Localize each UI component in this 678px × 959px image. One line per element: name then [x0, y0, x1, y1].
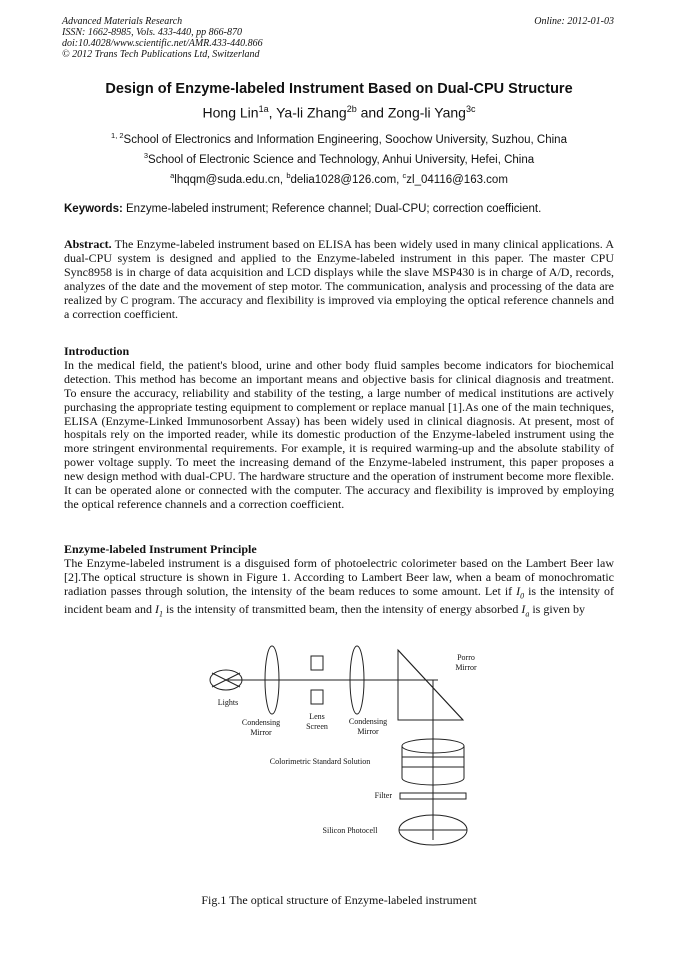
author-list	[0, 104, 678, 121]
author-sup: 1a	[258, 104, 269, 114]
affiliation-2	[0, 151, 678, 166]
doi-line: doi:10.4028/www.scientific.net/AMR.433-440.866	[62, 38, 263, 49]
journal-info	[62, 16, 263, 60]
solution-label: Colorimetric Standard Solution	[269, 757, 371, 766]
lens-screen-top	[311, 656, 323, 670]
author-sep: ,	[268, 104, 277, 121]
email-address: zl_04116@163.com	[406, 173, 508, 186]
issn-line: ISSN: 1662-8985, Vols. 433-440, pp 866-870	[62, 27, 242, 38]
email-sup: c	[402, 171, 407, 180]
principle-heading: Enzyme-labeled Instrument Principle	[64, 542, 257, 556]
keywords-text: Enzyme-labeled instrument; Reference channel; Dual-CPU; correction coefficient.	[126, 203, 542, 215]
author-sup: 2b	[346, 104, 357, 114]
email-address: lhqqm@suda.edu.cn	[174, 173, 280, 186]
principle-text-a: The Enzyme-labeled instrument is a disguised form of photoelectric colorimeter based on the Lambert Beer law [2].The optical structure is shown in Figure 1. According to Lambert Beer law, when a beam of monochromatic radiation passes through solution, the intensity of the beam reduces to some amount. Let if	[64, 555, 614, 598]
introduction-text: In the medical field, the patient's blood, urine and other body fluid samples become indicators for biochemical detection. This method has become an important means and objective basis for clinical diagnosis and treatment. To ensure the accuracy, reliability and stability of the testing, a large number of medical institutions are actively purchasing the appropriate testing equipment to complement or replace manual [1].As one of the main techniques, ELISA (Enzyme-Linked Immunosorbent Assay) has been widely used in clinical diagnosis. At present, most of hospitals rely on the imported reader, while its domestic production of the Enzyme-labeled instrument using the more stringent environmental requirements. For example, it is required warming-up and the absolute stability of power voltage supply. To meet the increasing demand of the Enzyme-labeled instrument, this paper proposes a new design method with dual-CPU. The hardware structure and the operation of instrument become more flexible. It can be operated alone or connected with the computer. The accuracy and flexibility is improved by employing the optical reference channels and a correction coefficient.	[64, 357, 614, 511]
filter-label: Filter	[374, 791, 392, 800]
email-sep: ,	[396, 173, 403, 186]
figure-caption: Fig.1 The optical structure of Enzyme-labeled instrument	[201, 893, 477, 907]
affiliation-sup: 1, 2	[111, 131, 124, 140]
affiliation-1	[0, 131, 678, 146]
symbol-ia-base: I	[521, 602, 526, 617]
abstract	[64, 238, 614, 321]
keywords	[64, 203, 624, 215]
principle-text	[64, 557, 614, 621]
affiliation-text: School of Electronic Science and Technology, Anhui University, Hefei, China	[148, 153, 535, 166]
principle-text-b: is the intensity of incident beam and	[64, 583, 614, 617]
condensing-mirror-2-label: Condensing Mirror	[348, 717, 388, 736]
author-sep: and	[356, 104, 388, 121]
email-sup: a	[170, 171, 175, 180]
introduction-section	[64, 345, 614, 512]
lights-label: Lights	[217, 698, 239, 707]
symbol-i0-base: I	[516, 583, 521, 598]
symbol-i1-base: I	[154, 602, 159, 617]
photocell-label: Silicon Photocell	[322, 826, 378, 835]
paper-title: Design of Enzyme-labeled Instrument Based on Dual-CPU Structure	[105, 81, 573, 97]
affiliation-sup: 3	[143, 151, 149, 160]
lens-screen-bottom	[311, 690, 323, 704]
symbol-i0-sub: 0	[520, 591, 525, 601]
abstract-label: Abstract.	[64, 237, 112, 251]
abstract-text: The Enzyme-labeled instrument based on ELISA has been widely used in many clinical applications. A dual-CPU system is designed and applied to the Enzyme-labeled instrument in this paper. The master CPU Sync8958 is in charge of data acquisition and LCD displays while the slave MSP430 is in charge of A/D, records, analyzes of the date and the movement of step motor. The communication, analysis and processing of the data are realized by C program. The accuracy and flexibility is improved via employing the optical reference channels and a correction coefficient.	[64, 237, 614, 321]
email-list	[0, 171, 678, 186]
symbol-ia-sub: a	[525, 609, 530, 619]
symbol-i1-sub: 1	[158, 609, 163, 619]
email-address: delia1028@126.com	[290, 173, 397, 186]
author-name: Ya-li Zhang	[276, 104, 347, 121]
author-name: Hong Lin	[202, 104, 259, 121]
email-sep: ,	[279, 173, 287, 186]
lens-screen-label: Lens Screen	[306, 712, 328, 731]
principle-text-c: is the intensity of transmitted beam, then the intensity of energy absorbed	[162, 602, 522, 617]
email-sup: b	[286, 171, 291, 180]
online-date: Online: 2012-01-03	[534, 16, 614, 27]
porro-mirror-text: Porro Mirror	[455, 653, 477, 672]
symbol-i0	[516, 583, 525, 601]
copyright-line: © 2012 Trans Tech Publications Ltd, Switzerland	[62, 49, 260, 60]
principle-text-d: is given by	[529, 602, 586, 617]
affiliation-text: School of Electronics and Information Engineering, Soochow University, Suzhou, China	[123, 133, 567, 146]
symbol-i1	[154, 602, 163, 619]
journal-name: Advanced Materials Research	[62, 16, 183, 27]
condensing-mirror-1-label: Condensing Mirror	[241, 718, 281, 737]
author-name: Zong-li Yang	[387, 104, 466, 121]
introduction-heading: Introduction	[64, 344, 130, 358]
keywords-label: Keywords:	[64, 203, 123, 215]
porro-mirror-label	[446, 653, 486, 672]
principle-section	[64, 543, 614, 621]
optical-structure-figure	[200, 640, 490, 880]
author-sup: 3c	[465, 104, 476, 114]
